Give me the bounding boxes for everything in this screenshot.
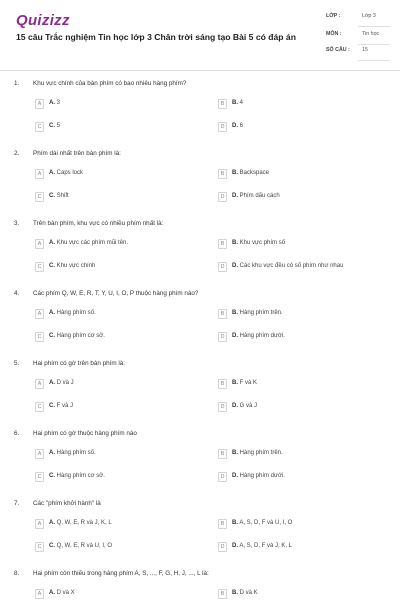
meta-count-value: 15 [362,47,368,53]
question-7 [0,500,400,570]
option-letter-box: A [35,309,44,319]
option-c[interactable] [35,402,195,414]
option-prefix: A. [49,450,55,456]
option-letter-box: D [218,122,227,132]
question-number: 1. [14,80,20,87]
question-text: Hai phím có gờ trên bàn phím là: [33,360,125,367]
document-title: 15 câu Trắc nghiệm Tin học lớp 3 Chân trời sáng tạo Bài 5 có đáp án [16,32,296,42]
meta-subject-value: Tin học [362,31,380,37]
question-number: 3. [14,220,20,227]
option-text: Hàng phím trên. [238,310,283,316]
option-letter-box: A [35,99,44,109]
option-prefix: D. [232,263,238,269]
option-prefix: C. [49,193,55,199]
question-number: 2. [14,150,20,157]
option-text: Backspace [238,170,270,176]
option-b[interactable] [218,449,378,461]
option-prefix: A. [49,240,55,246]
meta-subject [326,28,390,45]
question-text: Phím dài nhất trên bàn phím là: [33,150,121,157]
option-d[interactable] [218,402,378,414]
option-d[interactable] [218,542,378,554]
option-a[interactable] [35,239,195,251]
option-text: Các khu vực đều có số phím như nhau [238,263,344,269]
option-letter-box: B [218,309,227,319]
option-letter-box: A [35,449,44,459]
option-letter-box: B [218,239,227,249]
option-prefix: D. [232,403,238,409]
option-prefix: D. [232,193,238,199]
option-a[interactable] [35,589,195,600]
option-letter-box: C [35,332,44,342]
meta-count-label: SỐ CÂU : [326,47,350,53]
question-text: Các phím Q, W, E, R, T, Y, U, I, O, P thuộc hàng phím nào? [33,290,199,297]
option-letter-box: D [218,192,227,202]
option-letter-box: A [35,519,44,529]
option-a[interactable] [35,309,195,321]
meta-count-underline [358,60,390,61]
option-prefix: C. [49,403,55,409]
question-text: Hai phím còn thiếu trong hàng phím A, S, ..., F, G, H, J, ..., L là: [33,570,209,577]
option-prefix: C. [49,473,55,479]
question-number: 7. [14,500,20,507]
option-text: 4 [238,100,244,106]
option-prefix: C. [49,123,55,129]
option-prefix: D. [232,333,238,339]
option-b[interactable] [218,169,378,181]
option-prefix: D. [232,543,238,549]
question-1 [0,80,400,150]
option-letter-box: C [35,262,44,272]
option-prefix: B. [232,240,238,246]
option-prefix: A. [49,310,55,316]
question-6 [0,430,400,500]
option-a[interactable] [35,449,195,461]
option-c[interactable] [35,262,195,274]
meta-grade-underline [358,26,390,27]
option-text: Hàng phím cơ sở. [55,333,105,339]
option-letter-box: B [218,519,227,529]
option-b[interactable] [218,379,378,391]
option-text: Caps lock [55,170,84,176]
option-prefix: B. [232,520,238,526]
option-a[interactable] [35,379,195,391]
meta-grade-label: LỚP : [326,13,341,19]
option-d[interactable] [218,332,378,344]
option-prefix: A. [49,590,55,596]
option-text: D và X [55,590,75,596]
question-number: 6. [14,430,20,437]
option-c[interactable] [35,122,195,134]
meta-subject-label: MÔN : [326,31,342,37]
option-b[interactable] [218,99,378,111]
option-letter-box: B [218,379,227,389]
option-letter-box: C [35,122,44,132]
option-text: Khu vực phím số [238,240,286,246]
option-letter-box: D [218,472,227,482]
option-letter-box: D [218,402,227,412]
option-a[interactable] [35,169,195,181]
option-letter-box: A [35,169,44,179]
option-text: Khu vực các phím mũi tên. [55,240,129,246]
option-text: Hàng phím cơ sở. [55,473,105,479]
option-text: Q, W, E, R và J, K, L [55,520,112,526]
option-letter-box: D [218,542,227,552]
header-divider [0,70,400,71]
option-text: Phím dấu cách [238,193,280,199]
option-prefix: B. [232,170,238,176]
option-c[interactable] [35,542,195,554]
option-b[interactable] [218,309,378,321]
option-d[interactable] [218,192,378,204]
option-c[interactable] [35,332,195,344]
question-number: 4. [14,290,20,297]
question-8 [0,570,400,600]
question-4 [0,290,400,360]
option-text: Khu vực chính [55,263,96,269]
option-prefix: B. [232,100,238,106]
option-text: A, S, D, F và U, I, O [238,520,293,526]
question-text: Trên bàn phím, khu vực có nhiều phím nhất là: [33,220,164,227]
option-letter-box: C [35,542,44,552]
meta-grade-value: Lớp 3 [362,13,376,19]
option-text: F và K [238,380,258,386]
option-text: Hàng phím số. [55,450,96,456]
option-text: Hàng phím dưới. [238,333,285,339]
option-text: Q, W, E, R và U, I, O [55,543,113,549]
option-prefix: B. [232,590,238,596]
option-prefix: B. [232,310,238,316]
option-letter-box: A [35,589,44,599]
quizizz-logo[interactable]: Quizizz [16,12,70,29]
option-text: Shift [55,193,69,199]
option-text: 5 [55,123,61,129]
option-text: Hàng phím trên. [238,450,283,456]
option-text: D và J [55,380,74,386]
meta-count [326,44,390,61]
question-2 [0,150,400,220]
option-letter-box: A [35,379,44,389]
question-number: 8. [14,570,20,577]
option-letter-box: B [218,449,227,459]
option-a[interactable] [35,99,195,111]
option-prefix: C. [49,543,55,549]
option-prefix: A. [49,520,55,526]
option-d[interactable] [218,262,378,274]
meta-grade [326,10,390,27]
document-header [0,0,400,70]
option-prefix: B. [232,450,238,456]
option-text: 6 [238,123,244,129]
option-prefix: A. [49,380,55,386]
option-d[interactable] [218,472,378,484]
option-text: D và K [238,590,258,596]
option-c[interactable] [35,472,195,484]
option-letter-box: D [218,332,227,342]
question-text: Khu vực chính của bàn phím có bao nhiêu hàng phím? [33,80,187,87]
question-text: Hai phím có gờ thuộc hàng phím nào [33,430,137,437]
question-3 [0,220,400,290]
option-letter-box: A [35,239,44,249]
option-letter-box: C [35,192,44,202]
question-number: 5. [14,360,20,367]
option-letter-box: B [218,169,227,179]
option-letter-box: B [218,99,227,109]
option-text: A, S, D, F và J, K, L [238,543,293,549]
option-letter-box: D [218,262,227,272]
option-text: F và J [55,403,74,409]
option-letter-box: C [35,472,44,482]
option-prefix: C. [49,263,55,269]
option-text: 3 [55,100,61,106]
option-letter-box: C [35,402,44,412]
option-prefix: D. [232,473,238,479]
option-c[interactable] [35,192,195,204]
option-letter-box: B [218,589,227,599]
option-d[interactable] [218,122,378,134]
option-prefix: B. [232,380,238,386]
option-prefix: D. [232,123,238,129]
question-text: Các "phím khởi hành" là [33,500,101,507]
question-5 [0,360,400,430]
option-b[interactable] [218,519,378,531]
option-text: G và J [238,403,258,409]
option-b[interactable] [218,589,378,600]
option-prefix: A. [49,100,55,106]
option-prefix: A. [49,170,55,176]
option-a[interactable] [35,519,195,531]
option-prefix: C. [49,333,55,339]
option-text: Hàng phím số. [55,310,96,316]
option-text: Hàng phím dưới. [238,473,285,479]
option-b[interactable] [218,239,378,251]
